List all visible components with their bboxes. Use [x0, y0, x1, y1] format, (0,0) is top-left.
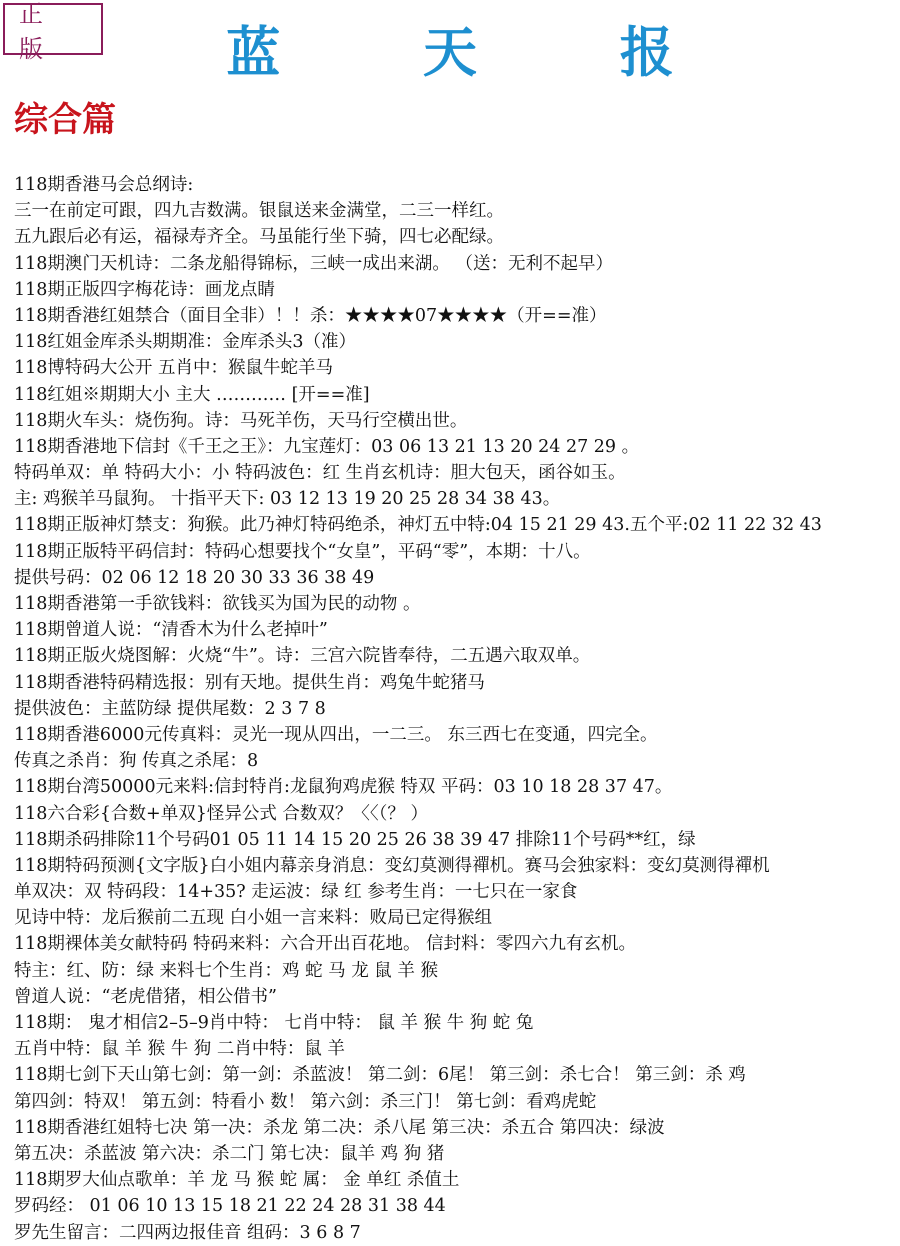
- content-line: 118期香港红姐特七决 第一决：杀龙 第二决：杀八尾 第三决：杀五合 第四决：绿波: [14, 1117, 665, 1138]
- content-line: 118期七剑下天山第七剑：第一剑：杀蓝波！ 第二剑：6尾！ 第三剑：杀七合！ 第三剑：杀 鸡: [14, 1065, 746, 1086]
- content-line: 118期香港地下信封《千王之王》：九宝莲灯：03 06 13 21 13 20 24 27 29 。: [14, 436, 640, 457]
- content-line: 118期香港第一手欲钱料：欲钱买为国为民的动物 。: [14, 594, 421, 614]
- content-line: 118期罗大仙点歌单：羊 龙 马 猴 蛇 属： 金 单红 杀值土: [14, 1170, 460, 1191]
- content-line: 118六合彩{合数+单双}怪异公式 合数双？〈〈（？ ）: [14, 803, 428, 824]
- content-line: 118期香港6000元传真料：灵光一现从四出，一二三。 东三西七在变通，四完全。: [14, 724, 658, 745]
- content-line: 118期正版火烧图解：火烧“牛”。诗：三宫六院皆奉待，二五遇六取双单。: [14, 646, 591, 667]
- content-line: 主: 鸡猴羊马鼠狗。 十指平天下: 03 12 13 19 20 25 28 34 38 43。: [14, 489, 561, 510]
- content-line: 单双决：双 特码段：14+35? 走运波：绿 红 参考生肖：一七只在一家食: [14, 882, 578, 903]
- content-line: 提供号码：02 06 12 18 20 30 33 36 38 49: [14, 567, 375, 588]
- content-lines: [14, 172, 898, 1246]
- content-line: 曾道人说：“老虎借猪，相公借书”: [14, 986, 277, 1007]
- content-line: 118期： 鬼才相信2–5–9肖中特： 七肖中特： 鼠 羊 猴 牛 狗 蛇 兔: [14, 1013, 534, 1033]
- edition-badge: 正 版: [3, 3, 103, 55]
- section-heading: 综合篇: [14, 100, 116, 140]
- content-line: 见诗中特：龙后猴前二五现 白小姐一言来料：败局已定得猴组: [14, 908, 493, 929]
- content-line: 118期杀码排除11个号码01 05 11 14 15 20 25 26 38 39 47 排除11个号码**红，绿: [14, 829, 696, 850]
- content-line: 118期正版神灯禁支：狗猴。此乃神灯特码绝杀，神灯五中特:04 15 21 29 43.五个平:02 11 22 32 43: [14, 515, 822, 536]
- content-line: 118期裸体美女献特码 特码来料：六合开出百花地。 信封料：零四六九有玄机。: [14, 934, 637, 955]
- content-line: 提供波色：主蓝防绿 提供尾数：2 3 7 8: [14, 698, 326, 719]
- content-line: 118期香港特码精选报：别有天地。提供生肖：鸡兔牛蛇猪马: [14, 672, 485, 693]
- content-line: 118红姐金库杀头期期准：金库杀头3（准）: [14, 332, 357, 353]
- page-title: 蓝 天 报: [226, 20, 736, 84]
- content-line: 第五决：杀蓝波 第六决：杀二门 第七决：鼠羊 鸡 狗 猪: [14, 1143, 445, 1164]
- content-line: 118期正版四字梅花诗：画龙点睛: [14, 279, 275, 300]
- content-line: 传真之杀肖：狗 传真之杀尾：8: [14, 751, 259, 772]
- content-line: 118期台湾50000元来料:信封特肖:龙鼠狗鸡虎猴 特双 平码：03 10 18 28 37 47。: [14, 777, 673, 798]
- content-line: 118期特码预测{文字版}白小姐内幕亲身消息：变幻莫测得禪机。赛马会独家料：变幻莫测得禪机: [14, 855, 770, 876]
- content-line: 118期曾道人说：“清香木为什么老掉叶”: [14, 620, 328, 641]
- content-line: 118期香港红姐禁合（面目全非）！！杀：★★★★07★★★★（开==准）: [14, 305, 607, 326]
- content-line: 特码单双：单 特码大小：小 特码波色：红 生肖玄机诗：胆大包天，函谷如玉。: [14, 463, 626, 484]
- content-line: 特主：红、防：绿 来料七个生肖：鸡 蛇 马 龙 鼠 羊 猴: [14, 960, 438, 981]
- content-line: 118期澳门天机诗：二条龙船得锦标，三峡一成出来湖。 （送：无利不起早）: [14, 253, 613, 274]
- content-line: 罗码经： 01 06 10 13 15 18 21 22 24 28 31 38 44: [14, 1196, 446, 1217]
- content-line: 118期火车头：烧伤狗。诗：马死羊伤，天马行空横出世。: [14, 410, 468, 431]
- content-line: 罗先生留言：二四两边报佳音 组码：3 6 8 7: [14, 1222, 361, 1243]
- content-line: 三一在前定可跟，四九吉数满。银鼠送来金满堂，二三一样红。: [14, 201, 504, 222]
- content-line: 118期正版特平码信封：特码心想要找个“女皇”，平码“零”，本期：十八。: [14, 541, 591, 562]
- content-line: 118期香港马会总纲诗:: [14, 175, 194, 195]
- content-line: 第四剑：特双！ 第五剑：特看小 数！ 第六剑：杀三门！ 第七剑：看鸡虎蛇: [14, 1091, 597, 1112]
- content-line: 118博特码大公开 五肖中：猴鼠牛蛇羊马: [14, 358, 333, 379]
- content-line: 五肖中特：鼠 羊 猴 牛 狗 二肖中特：鼠 羊: [14, 1039, 345, 1060]
- content-line: 五九跟后必有运，福禄寿齐全。马虽能行坐下骑，四七必配绿。: [14, 227, 504, 248]
- content-line: 118红姐※期期大小 主大 ………… [开==准]: [14, 384, 370, 405]
